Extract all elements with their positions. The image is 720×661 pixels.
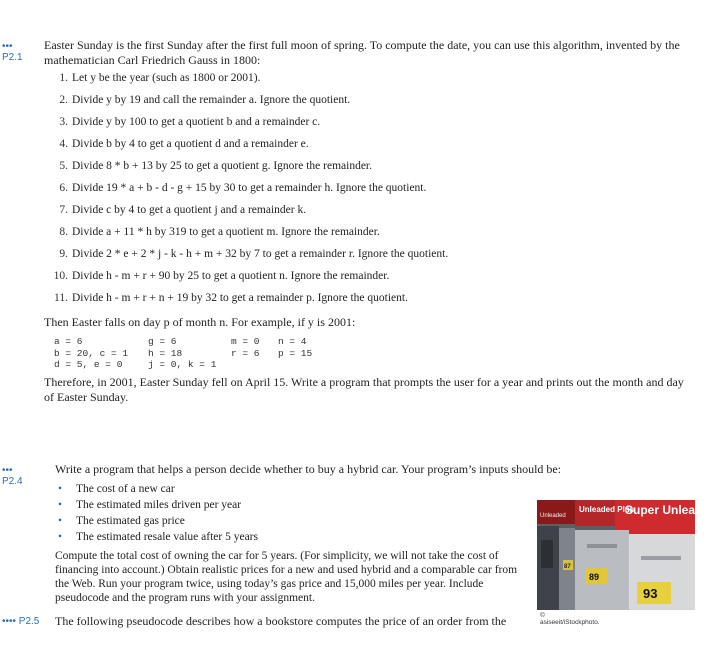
octane-89-label: 89: [589, 572, 600, 582]
cutoff-exercise: [0, 613, 540, 627]
unleaded-plus-label: Unleaded Plus: [579, 505, 635, 514]
gas-pump-photo: [537, 500, 717, 610]
step: 5. Divide 8 * b + 13 by 25 to get a quotient g. Ignore the remainder.: [59, 160, 372, 172]
exercise-intro: Easter Sunday is the first Sunday after the first full moon of spring. To compute the date, you can use this algorithm, invented by the mathematician Carl Friedrich Gauss in 1800:: [44, 38, 680, 67]
exercise-number-p2-1: ••• P2.1: [2, 41, 23, 63]
list-item: • The estimated resale value after 5 years: [58, 531, 258, 543]
step: 9. Divide 2 * e + 2 * j - k - h + m + 32 by 7 to get a remainder r. Ignore the quotient.: [59, 248, 449, 260]
exercise-intro: The following pseudocode describes how a bookstore computes the price of an order from the: [55, 614, 507, 628]
exercise-number-p2-5: •••• P2.5: [2, 616, 40, 627]
exercise-intro: Write a program that helps a person decide whether to buy a hybrid car. Your program’s inputs should be:: [55, 462, 562, 476]
super-label: Super Unleaded: [625, 503, 717, 517]
step: 3. Divide y by 100 to get a quotient b and a remainder c.: [59, 116, 321, 128]
list-item: • The estimated miles driven per year: [58, 499, 242, 511]
step: 10. Divide h - m + r + 90 by 25 to get a quotient n. Ignore the remainder.: [53, 270, 390, 282]
code-column: n = 4 p = 15: [278, 336, 313, 359]
code-column: g = 6 h = 18 j = 0, k = 1: [148, 336, 217, 370]
conclusion-text: Therefore, in 2001, Easter Sunday fell on April 15. Write a program that prompts the user for a year and prints out the month and day of Easter Sunday.: [44, 375, 684, 404]
octane-93-label: 93: [643, 586, 658, 601]
list-item: • The cost of a new car: [58, 483, 175, 495]
code-column: m = 0 r = 6: [231, 336, 260, 359]
octane-87-label: 87: [564, 564, 571, 570]
list-item: • The estimated gas price: [58, 515, 185, 527]
exercise-body: Compute the total cost of owning the car for 5 years. (For simplicity, we will not take the cost of financing into account.) Obtain realistic prices for a new and used hybrid and a comparable car from the Web. Run your program twice, using today’s gas price and 15,000 miles per year. Include pseudocode and the program runs with your assignment.: [55, 550, 518, 604]
exercise-number-p2-4: ••• P2.4: [2, 465, 23, 487]
photo-credit: © asiseeit/iStockphoto.: [540, 612, 600, 626]
unleaded-label: Unleaded: [540, 513, 566, 519]
then-text: Then Easter falls on day p of month n. For example, if y is 2001:: [44, 315, 356, 329]
step: 7. Divide c by 4 to get a quotient j and a remainder k.: [59, 204, 307, 216]
step: 8. Divide a + 11 * h by 319 to get a quotient m. Ignore the remainder.: [59, 226, 380, 238]
code-column: a = 6 b = 20, c = 1 d = 5, e = 0: [54, 336, 129, 370]
step: 2. Divide y by 19 and call the remainder a. Ignore the quotient.: [59, 94, 351, 106]
step: 4. Divide b by 4 to get a quotient d and a remainder e.: [59, 138, 309, 150]
step: 1. Let y be the year (such as 1800 or 2001).: [59, 72, 261, 84]
step: 11. Divide h - m + r + n + 19 by 32 to get a remainder p. Ignore the quotient.: [54, 292, 408, 304]
step: 6. Divide 19 * a + b - d - g + 15 by 30 to get a remainder h. Ignore the quotient.: [59, 182, 427, 194]
